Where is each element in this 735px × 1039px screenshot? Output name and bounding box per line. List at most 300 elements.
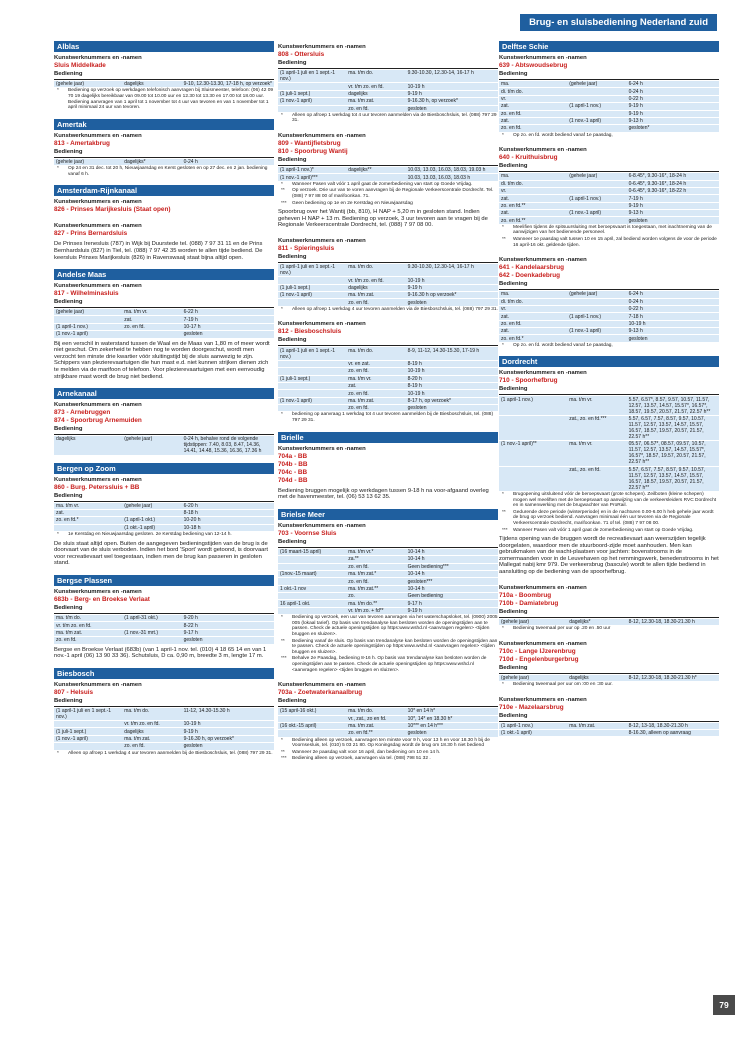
schedule-cell bbox=[278, 563, 346, 570]
schedule-cell: gesloten bbox=[406, 299, 498, 306]
divider-rule bbox=[54, 157, 274, 158]
schedule-cell bbox=[278, 390, 346, 397]
structure-name: 826 - Prinses Marijkesluis (Staat open) bbox=[54, 206, 171, 214]
schedule-cell bbox=[567, 335, 626, 342]
footnote-text: Bediening alleen op verzoek, aanvragen ten minste voor 9 h, voor 13 h en voor 18.30 h bij de Voornsesluis, tel. (010) 5 03 21 80. Op Koningsdag wordt de brug om 18.30 h niet bediend bbox=[292, 737, 490, 749]
footnote bbox=[54, 532, 274, 538]
schedule-table bbox=[278, 70, 498, 112]
schedule-cell: (1 april-31 okt.) bbox=[124, 615, 158, 622]
divider-rule bbox=[54, 613, 274, 614]
schedule-cell: ma. t/m zat. bbox=[346, 722, 405, 729]
schedule-cell: vr. en zat. bbox=[346, 360, 405, 367]
schedule-row bbox=[278, 299, 498, 306]
schedule-cell: 9-10, 12.30-13.30, 17-18 h, op verzoek* bbox=[183, 81, 272, 88]
schedule-cell: zat. bbox=[499, 210, 567, 217]
schedule-cell: zat. bbox=[122, 316, 181, 323]
structure-name: 873 - Arnebruggen bbox=[54, 409, 111, 417]
schedule-row bbox=[54, 735, 274, 742]
schedule-cell: zo. en fd.** bbox=[499, 217, 567, 224]
schedule-table bbox=[499, 675, 719, 681]
section-title: Dordrecht bbox=[499, 356, 719, 367]
schedule-cell: 9.30-10.30, 12.30-14, 16-17 h bbox=[407, 70, 474, 77]
structure-name: 813 - Amertakbrug bbox=[54, 139, 110, 147]
schedule-table bbox=[278, 549, 498, 614]
schedule-cell: 0-24 h bbox=[627, 88, 719, 95]
footnote-marker: ** bbox=[502, 237, 506, 243]
column-right bbox=[499, 41, 719, 744]
footnote-text: Brugopening uitsluitend vóór de beroepsvaart (grote schepen). Zeilboten (kleine schepen) mogen wel meeliften met de beroepsvaart op aanwijzing van de verkeersleiders RVC Dordrecht en in samenwerking met de brugwachter van ProRail. bbox=[513, 491, 717, 509]
schedule-cell: ma. t/m zat. bbox=[122, 735, 181, 742]
schedule-cell: dagelijks bbox=[124, 81, 144, 88]
schedule-row bbox=[54, 629, 274, 636]
schedule-cell: ma. t/m zat.** bbox=[346, 585, 405, 592]
schedule-cell: (1 april-1 nov.) bbox=[54, 323, 122, 330]
footnote-marker: ** bbox=[281, 638, 285, 644]
operation-heading: Bediening bbox=[54, 71, 83, 77]
schedule-table bbox=[54, 503, 274, 532]
schedule-row bbox=[278, 390, 498, 397]
schedule-cell bbox=[278, 556, 346, 563]
schedule-cell: (gehele jaar) bbox=[56, 81, 85, 88]
schedule-cell: 10* en 14 h* bbox=[407, 708, 436, 715]
schedule-cell: 10-19 h bbox=[627, 320, 719, 327]
footnote-text: Bediening vanaf de sluis. Op basis van trendanalyse kan besloten worden de openingstijden aan te passen. Check de actuele openingstijden op https:www.wshd.nl <aanvragen regelen> <tijden bruggen en sluizen>. bbox=[292, 638, 498, 655]
waterway-section bbox=[499, 256, 719, 348]
schedule-table bbox=[499, 81, 719, 132]
schedule-row bbox=[54, 503, 274, 510]
schedule-cell bbox=[499, 415, 567, 440]
divider-rule bbox=[54, 434, 274, 435]
schedule-cell: 9-13 h bbox=[627, 117, 719, 124]
schedule-cell: ma. t/m zat. bbox=[569, 722, 596, 729]
schedule-cell: ma. t/m vr. bbox=[346, 375, 405, 382]
schedule-row bbox=[278, 98, 498, 105]
structure-heading: Kunstwerknummers en -namen bbox=[54, 199, 142, 206]
schedule-cell: (1 nov.-1 april) bbox=[278, 397, 346, 404]
structure-heading: Kunstwerknummers en -namen bbox=[54, 681, 142, 688]
waterway-section bbox=[499, 640, 719, 688]
structure-name: 639 - Abtswoudsebrug bbox=[499, 62, 568, 69]
structure-name: 704c - BB bbox=[278, 468, 308, 476]
waterway-section bbox=[278, 320, 498, 423]
footnote-marker: * bbox=[57, 532, 59, 538]
schedule-cell: 6-20 h bbox=[183, 502, 198, 509]
schedule-cell: 10-19 h bbox=[182, 721, 274, 728]
footnote bbox=[499, 492, 719, 509]
schedule-cell: 10*** en 14 h*** bbox=[406, 722, 498, 729]
schedule-cell: 7-18 h bbox=[627, 313, 719, 320]
schedule-cell: 5.57, 6.57, 7.57, 8.57, 9.57, 10.57, 11.57, 12.57, 13.57, 14.57, 15.57, 16.57, 18.57, 19.57, 20.57, 21.57, 22.57 h** bbox=[627, 415, 719, 440]
footnote-marker: ** bbox=[281, 188, 285, 194]
schedule-cell bbox=[567, 95, 626, 102]
waterway-section bbox=[54, 185, 274, 214]
schedule-row bbox=[499, 202, 719, 209]
schedule-cell: zo. en fd. bbox=[499, 110, 567, 117]
schedule-cell: ma. t/m do. bbox=[348, 264, 374, 271]
section-title: Brielle bbox=[278, 432, 498, 443]
waterway-section bbox=[278, 432, 498, 501]
schedule-cell: 9-13 h bbox=[627, 328, 719, 335]
schedule-cell: 0-22 h bbox=[627, 305, 719, 312]
schedule-cell: ma. t/m vr.* bbox=[348, 549, 374, 555]
schedule-cell: (1 nov.-1 april)** bbox=[499, 441, 567, 466]
footnote-marker: * bbox=[502, 342, 504, 348]
schedule-row bbox=[54, 323, 274, 330]
schedule-cell: zo. bbox=[346, 593, 405, 600]
schedule-cell: gesloten bbox=[627, 335, 719, 342]
schedule-row bbox=[278, 593, 498, 600]
structure-heading: Kunstwerknummers en -namen bbox=[278, 44, 366, 50]
divider-rule bbox=[499, 721, 719, 722]
footnote-text: Alleen op afroep 1 werkdag 4 uur tevoren aanmelden bij de Biesboschsluis, tel. (088) 797 29 31. bbox=[68, 750, 273, 756]
structure-heading: Kunstwerknummers en -namen bbox=[499, 584, 587, 591]
schedule-cell: zo. en fd. bbox=[346, 368, 405, 375]
schedule-cell: 16 april-1 okt. bbox=[278, 600, 346, 607]
structure-heading: Kunstwerknummers en -namen bbox=[278, 445, 366, 452]
schedule-row bbox=[54, 81, 274, 87]
footnote-marker: * bbox=[502, 626, 504, 632]
schedule-cell: vr. t/m zo. en fd. bbox=[346, 83, 405, 90]
schedule-cell: 9-20 h bbox=[183, 615, 198, 622]
schedule-cell: 6-24 h bbox=[628, 81, 643, 88]
schedule-cell: 7-19 h bbox=[182, 316, 274, 323]
schedule-cell: 10-14 h bbox=[406, 585, 498, 592]
schedule-cell: zo. en fd. bbox=[346, 390, 405, 397]
schedule-cell: 10-19 h bbox=[406, 83, 498, 90]
schedule-row bbox=[499, 298, 719, 305]
operation-heading: Bediening bbox=[499, 608, 528, 615]
footnote-marker: ** bbox=[502, 509, 506, 515]
schedule-cell: 9-19 h bbox=[406, 284, 498, 291]
structure-name: 710c - Lange IJzerenbrug bbox=[499, 647, 576, 655]
footnote-marker: * bbox=[281, 412, 283, 418]
schedule-cell: (1 april-1 okt.) bbox=[122, 517, 181, 524]
schedule-cell: 10-19 h bbox=[406, 368, 498, 375]
schedule-cell: 8-19 h bbox=[406, 360, 498, 367]
structure-name: 807 - Helsuis bbox=[54, 688, 94, 696]
schedule-cell: ma. t/m vr. bbox=[56, 502, 80, 509]
schedule-row bbox=[278, 397, 498, 404]
schedule-cell: 8-12, 13-18, 18.30-21.30 h bbox=[628, 722, 688, 729]
schedule-row bbox=[54, 509, 274, 516]
footnote-marker: * bbox=[57, 88, 59, 94]
schedule-cell: 9-19 h bbox=[627, 103, 719, 110]
divider-rule bbox=[54, 307, 274, 308]
schedule-cell: (1 nov.-1 april) bbox=[278, 292, 346, 299]
structure-name: 703 - Voornse Sluis bbox=[278, 529, 337, 537]
structure-heading: Kunstwerknummers en -namen bbox=[499, 370, 587, 377]
divider-rule bbox=[54, 79, 274, 80]
divider-rule bbox=[278, 706, 498, 707]
schedule-cell: di. t/m do. bbox=[499, 88, 567, 95]
description-paragraph: Spoorbrug over het Wantij (bb, 810), H NAP + 5,20 m in gesloten stand. Indien geheven H NAP + 13 m. Bediening op verzoek, 3 uur tevoren aan te vragen bij de Regionale Verkeerscentrale Dordrecht, tel. (088) 7 97 08 00. bbox=[278, 209, 488, 229]
schedule-cell: (1 april-1 nov.) bbox=[501, 396, 533, 403]
schedule-cell: ma. bbox=[501, 173, 510, 180]
schedule-cell: (gehele jaar) bbox=[569, 173, 598, 180]
structure-name: 710b - Damiatebrug bbox=[499, 599, 559, 607]
schedule-row bbox=[278, 277, 498, 284]
footnote bbox=[54, 88, 274, 110]
schedule-cell bbox=[346, 174, 405, 181]
divider-rule bbox=[499, 673, 719, 674]
footnote-text: Meelifien tijdens de spitsuursluiting met beroepsvaart is toegestaan, met inachtneming van de aanwijzigen van het bedienende personeel. bbox=[513, 224, 712, 236]
schedule-row bbox=[54, 622, 274, 629]
footnote-marker: * bbox=[281, 615, 283, 621]
divider-rule bbox=[278, 262, 498, 263]
schedule-cell: (1 april-1 juli en 1 sept.-1 nov.) bbox=[280, 70, 336, 83]
schedule-row bbox=[54, 743, 274, 750]
schedule-cell: di. t/m do. bbox=[499, 180, 567, 187]
schedule-row bbox=[278, 722, 498, 729]
footnote bbox=[499, 237, 719, 248]
schedule-cell: 5.57, 6.57*, 8.57, 9.57, 10.57, 11.57, 12.57, 13.57, 14.57, 15.57*, 16.57*, 18.57, 19.57, 20.57, 21.57, 22.57 h** bbox=[628, 396, 711, 415]
schedule-row bbox=[499, 396, 719, 415]
schedule-row bbox=[278, 708, 498, 715]
schedule-row bbox=[278, 105, 498, 112]
schedule-row bbox=[278, 292, 498, 299]
schedule-cell: 8-19 h bbox=[406, 382, 498, 389]
operation-heading: Bediening bbox=[54, 697, 83, 704]
structure-name: 710d - Engelenburgerbrug bbox=[499, 655, 579, 663]
schedule-cell: (1nov.-15 maart) bbox=[278, 570, 346, 577]
footnote bbox=[54, 166, 274, 177]
schedule-row bbox=[54, 316, 274, 323]
schedule-cell: ma. t/m do. bbox=[348, 70, 374, 77]
schedule-cell: Geen bediening*** bbox=[406, 563, 498, 570]
schedule-row bbox=[278, 570, 498, 577]
footnote bbox=[278, 113, 498, 124]
schedule-cell: zo. en fd. bbox=[499, 125, 567, 132]
schedule-cell: 10-14 h bbox=[406, 556, 498, 563]
footnote-marker: ** bbox=[281, 749, 285, 755]
schedule-cell bbox=[567, 202, 626, 209]
schedule-cell: zo. en fd. bbox=[54, 637, 122, 644]
operation-heading: Bediening bbox=[499, 712, 528, 719]
footnote-marker: * bbox=[502, 224, 504, 230]
section-title: Delftse Schie bbox=[499, 41, 719, 52]
schedule-cell: 8-12, 12.30-18, 18.30-21.30 h* bbox=[628, 674, 697, 681]
waterway-section bbox=[54, 463, 274, 567]
schedule-cell bbox=[278, 382, 346, 389]
waterway-section bbox=[278, 132, 498, 229]
structure-heading: Kunstwerknummers en -namen bbox=[54, 283, 142, 290]
schedule-cell: (15 april-16 okt.) bbox=[280, 708, 317, 715]
schedule-cell: (gehele jaar) bbox=[56, 309, 85, 316]
schedule-table bbox=[54, 81, 274, 87]
schedule-table bbox=[54, 309, 274, 338]
schedule-cell: zat. bbox=[499, 103, 567, 110]
footnote-marker: * bbox=[502, 491, 504, 497]
schedule-row bbox=[278, 284, 498, 291]
schedule-cell: zat. bbox=[499, 117, 567, 124]
schedule-cell bbox=[54, 743, 122, 750]
footnote-text: Op zo. en fd. wordt bediend vanaf 1e paasdag, bbox=[513, 342, 613, 348]
schedule-cell: (1 okt.-1 april) bbox=[122, 524, 181, 531]
schedule-cell: (gehele jaar) bbox=[124, 436, 153, 443]
schedule-cell: 0-22 h bbox=[627, 95, 719, 102]
structure-heading: Kunstwerknummers en -namen bbox=[54, 55, 142, 61]
footnote bbox=[54, 751, 274, 757]
schedule-cell bbox=[278, 715, 346, 722]
schedule-cell: dagelijks* bbox=[124, 158, 146, 165]
footnote-marker: * bbox=[281, 737, 283, 743]
footnote-marker: * bbox=[281, 306, 283, 312]
schedule-row bbox=[499, 81, 719, 88]
structure-name: 874 - Spoorbrug Arnemuiden bbox=[54, 417, 142, 425]
schedule-cell: zo. en fd. bbox=[346, 405, 405, 412]
structure-name: 817 - Wilhelminasluis bbox=[54, 290, 119, 298]
footnote bbox=[278, 307, 498, 313]
footnote-text: Alleen op afroep 1 werkdag 4 uur tevoren aanmelden via de Biesboschsluis, tel. (088) 797 29 31. bbox=[292, 306, 498, 312]
operation-heading: Bediening bbox=[54, 426, 83, 433]
footnote-marker: * bbox=[57, 750, 59, 756]
schedule-cell bbox=[567, 217, 626, 224]
schedule-cell: gesloten bbox=[182, 637, 274, 644]
schedule-cell: (1 april-1 nov.)* bbox=[280, 167, 314, 174]
footnote-marker: * bbox=[502, 682, 504, 687]
schedule-cell bbox=[278, 105, 346, 112]
schedule-cell bbox=[122, 637, 181, 644]
schedule-cell: ma. t/m vr. bbox=[569, 396, 593, 403]
footnote-marker: * bbox=[502, 132, 504, 138]
structure-heading: Kunstwerknummers en -namen bbox=[278, 522, 366, 529]
section-title: Amsterdam-Rijnkanaal bbox=[54, 185, 274, 196]
schedule-row bbox=[54, 331, 274, 338]
schedule-row bbox=[54, 637, 274, 644]
schedule-row bbox=[54, 517, 274, 524]
schedule-cell: 8-22 h bbox=[182, 622, 274, 629]
structure-heading: Kunstwerknummers en -namen bbox=[499, 640, 587, 647]
schedule-cell: zat. bbox=[499, 195, 567, 202]
schedule-cell: 9-19 h bbox=[406, 90, 498, 97]
page-number: 79 bbox=[713, 995, 735, 1015]
schedule-cell: 0-24 h bbox=[627, 298, 719, 305]
schedule-cell: zat., zo. en fd. bbox=[567, 466, 626, 491]
schedule-table bbox=[499, 396, 719, 491]
schedule-cell: vr. t/m zo. en fd. bbox=[122, 721, 181, 728]
waterway-section bbox=[54, 119, 274, 178]
footnote bbox=[278, 639, 498, 656]
description-paragraph: Bediening bruggen mogelijk op werkdagen tussen 9-18 h na voor-afgaand overleg met de havenmeester, tel. (06) 53 13 62 35. bbox=[278, 487, 489, 501]
schedule-row bbox=[278, 382, 498, 389]
structure-name: 809 - Wantijfietsbrug bbox=[278, 140, 341, 148]
schedule-cell: zo. en fd. bbox=[122, 743, 181, 750]
schedule-cell: zat. bbox=[499, 328, 567, 335]
schedule-cell bbox=[567, 729, 626, 736]
schedule-cell: dagelijks bbox=[346, 284, 405, 291]
divider-rule bbox=[278, 345, 498, 346]
section-title: Bergse Plassen bbox=[54, 575, 274, 586]
schedule-cell: 9-13 h bbox=[627, 210, 719, 217]
schedule-cell: (1 nov.-1 april) bbox=[567, 210, 626, 217]
schedule-cell: dagelijks** bbox=[348, 167, 372, 174]
schedule-row bbox=[54, 309, 274, 316]
divider-rule bbox=[499, 617, 719, 618]
schedule-cell: gesloten* bbox=[627, 125, 719, 132]
schedule-cell: 10-19 h bbox=[406, 390, 498, 397]
schedule-row bbox=[499, 305, 719, 312]
schedule-table bbox=[499, 291, 719, 342]
schedule-cell bbox=[278, 405, 346, 412]
schedule-row bbox=[499, 180, 719, 187]
schedule-cell: zat. bbox=[499, 313, 567, 320]
waterway-section bbox=[499, 356, 719, 575]
schedule-cell: vr. bbox=[499, 95, 567, 102]
schedule-cell: (1 juli-1 sept.) bbox=[278, 375, 346, 382]
footnote bbox=[278, 201, 498, 207]
section-title: Arnekanaal bbox=[54, 388, 274, 399]
footnote bbox=[278, 750, 498, 756]
operation-heading: Bediening bbox=[499, 386, 528, 393]
schedule-cell: ma. t/m do. bbox=[348, 708, 374, 715]
schedule-row bbox=[499, 88, 719, 95]
schedule-cell: gesloten bbox=[406, 405, 498, 412]
schedule-cell: 8-17 h, op verzoek* bbox=[406, 397, 498, 404]
schedule-cell: ma. t/m zat. bbox=[346, 98, 405, 105]
waterway-section bbox=[54, 575, 274, 660]
schedule-row bbox=[278, 90, 498, 97]
schedule-cell: 10*, 14* en 18.30 h* bbox=[406, 715, 498, 722]
schedule-cell: 0-6.45*, 9.30-16*, 18-24 h bbox=[627, 180, 719, 187]
footnote bbox=[278, 182, 498, 188]
section-title: Andelse Maas bbox=[54, 269, 274, 280]
schedule-row bbox=[278, 585, 498, 592]
schedule-row bbox=[278, 730, 498, 737]
schedule-cell: 8-9, 11-12, 14.30-15.30, 17-19 h bbox=[407, 347, 480, 354]
schedule-cell: 10-14 h bbox=[407, 549, 425, 555]
structure-name: 642 - Doenkadebrug bbox=[499, 272, 561, 280]
schedule-row bbox=[499, 320, 719, 327]
schedule-cell: 10-20 h bbox=[182, 517, 274, 524]
schedule-cell bbox=[122, 331, 181, 338]
divider-rule bbox=[499, 171, 719, 172]
schedule-row bbox=[278, 167, 498, 174]
section-title: Alblas bbox=[54, 41, 274, 52]
footnote-marker: *** bbox=[281, 756, 287, 762]
description-paragraph: Bergse en Broekse Verlaat (683b) (van 1 april-1 nov. tel. (010) 4 18 65 14 en van 1 nov.-1 april (06) 13 90 33 36). Schutsluis, D ca. 0,90 m, breedte 3 m, lengte 17 m. bbox=[54, 646, 267, 660]
footnote-text: Wanneer 1e paasdag valt tussen 10 en 15 april, zal bediend worden volgens de voor de periode 16 april-16 okt. geldende tijden. bbox=[513, 237, 717, 248]
schedule-row bbox=[499, 173, 719, 180]
structure-name: 710 - Spoorhefbrug bbox=[499, 377, 558, 385]
schedule-row bbox=[54, 728, 274, 735]
schedule-cell bbox=[54, 316, 122, 323]
footnote bbox=[278, 756, 498, 762]
schedule-row bbox=[278, 600, 498, 607]
structure-name: 811 - Spieringsluis bbox=[278, 244, 335, 252]
schedule-cell bbox=[567, 88, 626, 95]
schedule-cell: vr. t/m zo. en fd. bbox=[346, 277, 405, 284]
schedule-cell: (gehele jaar) bbox=[569, 81, 598, 88]
section-title: Biesbosch bbox=[54, 668, 274, 679]
schedule-cell: 9-16.30 h op verzoek* bbox=[406, 292, 498, 299]
footnote-text: Op verzoek. Drie uur van te voren aanvragen bij de Regionale Verkeerscentrale Dordrecht. Tel. (088) 7 97 88 00 of marifoonkan. 71. bbox=[292, 188, 494, 199]
footnote-text: Bediening tweemaal per uur op .20 en .50 uur bbox=[513, 626, 611, 632]
footnote bbox=[278, 188, 498, 199]
structure-heading: Kunstwerknummers en -namen bbox=[499, 696, 587, 703]
schedule-row bbox=[278, 563, 498, 570]
waterway-section bbox=[278, 237, 498, 312]
schedule-row bbox=[278, 607, 498, 614]
schedule-cell: za.** bbox=[346, 556, 405, 563]
schedule-row bbox=[54, 159, 274, 165]
schedule-cell: 9-17 h bbox=[182, 629, 274, 636]
schedule-row bbox=[54, 524, 274, 531]
schedule-cell: zo. en fd. bbox=[346, 299, 405, 306]
schedule-cell: (gehele jaar) bbox=[501, 618, 530, 625]
schedule-cell: (1 nov.-1 april) bbox=[54, 735, 122, 742]
schedule-cell: 10-19 h bbox=[406, 277, 498, 284]
schedule-cell: 8-16.30, alleen op aanvraag bbox=[627, 729, 719, 736]
